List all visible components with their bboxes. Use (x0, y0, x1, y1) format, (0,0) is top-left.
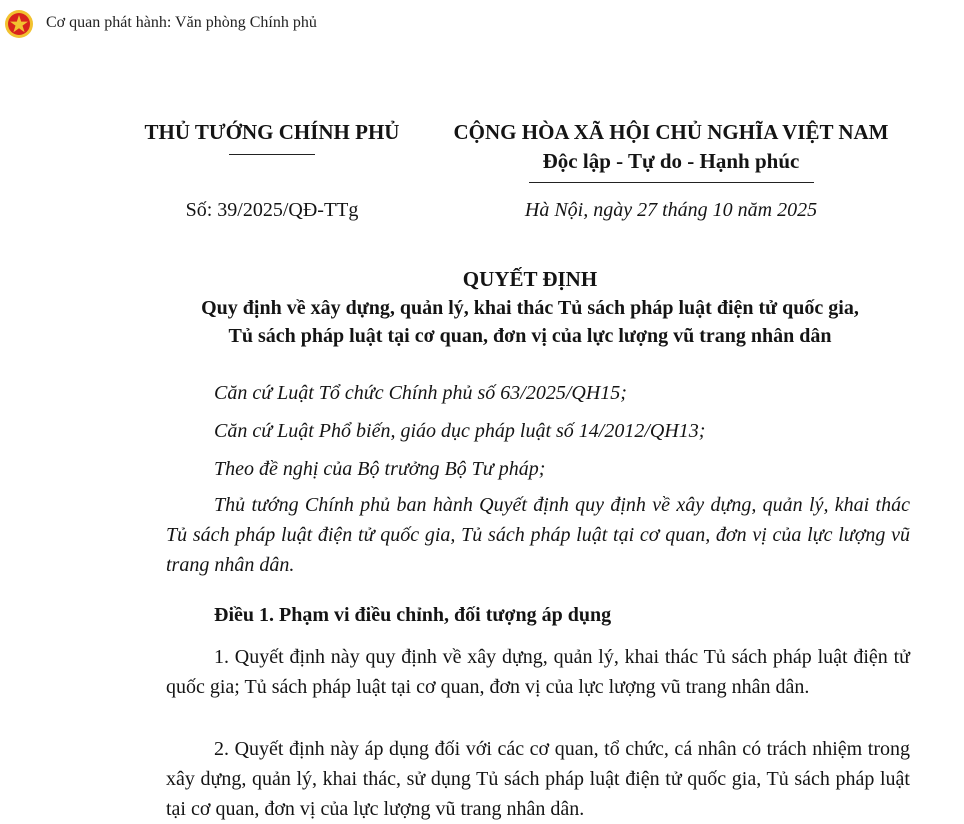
promulgation-paragraph: Thủ tướng Chính phủ ban hành Quyết định quy định về xây dựng, quản lý, khai thác Tủ sách pháp luật điện tử quốc gia, Tủ sách pháp luật tại cơ quan, đơn vị của lực lượng vũ trang nhân dân. (166, 494, 910, 576)
agency-underline (229, 154, 315, 155)
subject-line-2: Tủ sách pháp luật tại cơ quan, đơn vị của lực lượng vũ trang nhân dân (228, 325, 832, 347)
legal-basis-1: Căn cứ Luật Tổ chức Chính phủ số 63/2025/QH15; (214, 382, 627, 404)
document-number: Số: 39/2025/QĐ-TTg (185, 199, 359, 221)
agency-name: THỦ TƯỚNG CHÍNH PHỦ (144, 120, 400, 144)
motto-underline (529, 182, 814, 183)
nation-block (434, 118, 908, 183)
document-title (150, 264, 910, 350)
document-type: QUYẾT ĐỊNH (462, 267, 598, 291)
issuing-agency-label: Cơ quan phát hành: Văn phòng Chính phủ (46, 14, 317, 31)
agency-block (130, 118, 414, 155)
legal-basis-2: Căn cứ Luật Phổ biến, giáo dục pháp luật số 14/2012/QH13; (214, 420, 706, 442)
state-emblem-icon (4, 9, 34, 39)
source-bar (0, 0, 964, 46)
nation-name: CỘNG HÒA XÃ HỘI CHỦ NGHĨA VIỆT NAM (453, 120, 889, 144)
national-motto: Độc lập - Tự do - Hạnh phúc (542, 149, 800, 173)
article-1-clause-1: 1. Quyết định này quy định về xây dựng, quản lý, khai thác Tủ sách pháp luật điện tử quốc gia; Tủ sách pháp luật tại cơ quan, đơn vị của lực lượng vũ trang nhân dân. (166, 646, 910, 698)
article-1-clause-2: 2. Quyết định này áp dụng đối với các cơ quan, tổ chức, cá nhân có trách nhiệm trong xây dựng, quản lý, khai thác, sử dụng Tủ sách pháp luật điện tử quốc gia, Tủ sách pháp luật tại cơ quan, đơn vị của lực lượng vũ trang nhân dân. (166, 738, 910, 820)
subject-line-1: Quy định về xây dựng, quản lý, khai thác Tủ sách pháp luật điện tử quốc gia, (201, 297, 859, 319)
place-date: Hà Nội, ngày 27 tháng 10 năm 2025 (524, 199, 818, 221)
article-1-title: Điều 1. Phạm vi điều chỉnh, đối tượng áp dụng (214, 604, 612, 626)
legal-basis-3: Theo đề nghị của Bộ trưởng Bộ Tư pháp; (214, 458, 546, 480)
